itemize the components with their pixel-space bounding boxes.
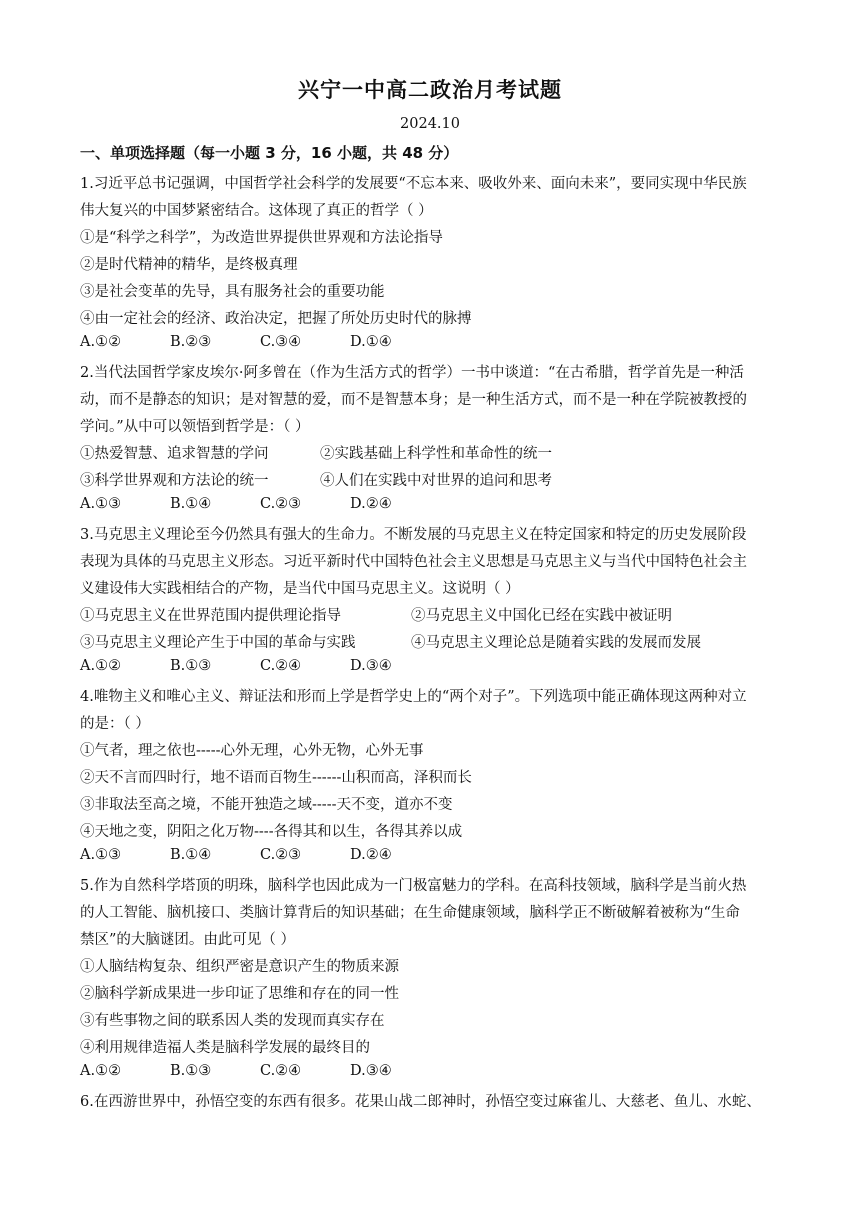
q2-option-d: D.②④ <box>350 496 392 512</box>
q4-option-a: A.①③ <box>80 847 122 863</box>
question-6-stem: 6.在西游世界中，孙悟空变的东西有很多。花果山战二郎神时，孙悟空变过麻雀儿、大慈老、鱼儿、水蛇、 <box>80 1094 761 1110</box>
q2-option-b: B.①④ <box>170 496 212 512</box>
q2-statement-3: ③科学世界观和方法论的统一 <box>80 473 269 489</box>
q5-option-d: D.③④ <box>350 1063 392 1079</box>
question-3-stem-cont: 表现为具体的马克思主义形态。习近平新时代中国特色社会主义思想是马克思主义与当代中国特色社会主 <box>80 554 747 570</box>
page-title: 兴宁一中高二政治月考试题 <box>298 78 562 102</box>
q3-option-c: C.②④ <box>260 658 302 674</box>
q4-option-b: B.①④ <box>170 847 212 863</box>
question-3-stem: 3.马克思主义理论至今仍然具有强大的生命力。不断发展的马克思主义在特定国家和特定的历史发展阶段 <box>80 527 747 543</box>
q1-statement-3: ③是社会变革的先导，具有服务社会的重要功能 <box>80 284 385 300</box>
q1-option-b: B.②③ <box>170 334 212 350</box>
question-3-stem-cont-2: 义建设伟大实践相结合的产物，是当代中国马克思主义。这说明（ ） <box>80 581 520 597</box>
q5-statement-4: ④利用规律造福人类是脑科学发展的最终目的 <box>80 1040 370 1056</box>
q1-option-a: A.①② <box>80 334 122 350</box>
q3-option-b: B.①③ <box>170 658 212 674</box>
q2-statement-1: ①热爱智慧、追求智慧的学问 <box>80 446 269 462</box>
question-4-stem-cont: 的是：（ ） <box>80 716 150 732</box>
q2-option-c: C.②③ <box>260 496 302 512</box>
q3-statement-4: ④马克思主义理论总是随着实践的发展而发展 <box>411 635 701 651</box>
q1-statement-1: ①是“科学之科学”，为改造世界提供世界观和方法论指导 <box>80 230 443 246</box>
question-2-stem-cont: 动，而不是静态的知识；是对智慧的爱，而不是智慧本身；是一种生活方式，而不是一种在学院被教授的 <box>80 392 747 408</box>
question-2-stem-cont-2: 学问。”从中可以领悟到哲学是：（ ） <box>80 419 310 435</box>
q2-statement-4: ④人们在实践中对世界的追问和思考 <box>320 473 552 489</box>
q3-statement-1: ①马克思主义在世界范围内提供理论指导 <box>80 608 341 624</box>
q4-statement-4: ④天地之变，阴阳之化万物----各得其和以生，各得其养以成 <box>80 824 463 840</box>
q3-option-a: A.①② <box>80 658 122 674</box>
q5-option-a: A.①② <box>80 1063 122 1079</box>
q5-option-b: B.①③ <box>170 1063 212 1079</box>
q4-option-c: C.②③ <box>260 847 302 863</box>
q5-statement-3: ③有些事物之间的联系因人类的发现而真实存在 <box>80 1013 385 1029</box>
q4-statement-3: ③非取法至高之境，不能开独造之域-----天不变，道亦不变 <box>80 797 453 813</box>
q3-option-d: D.③④ <box>350 658 392 674</box>
question-1-stem-cont: 伟大复兴的中国梦紧密结合。这体现了真正的哲学（ ） <box>80 203 433 219</box>
q3-statement-3: ③马克思主义理论产生于中国的革命与实践 <box>80 635 356 651</box>
q5-statement-1: ①人脑结构复杂、组织严密是意识产生的物质来源 <box>80 959 399 975</box>
question-4-stem: 4.唯物主义和唯心主义、辩证法和形而上学是哲学史上的“两个对子”。下列选项中能正确体现这两种对立 <box>80 689 747 705</box>
question-2-stem: 2.当代法国哲学家皮埃尔·阿多曾在（作为生活方式的哲学）一书中谈道：“在古希腊，哲学首先是一种活 <box>80 365 744 381</box>
q2-option-a: A.①③ <box>80 496 122 512</box>
q1-statement-2: ②是时代精神的精华，是终极真理 <box>80 257 298 273</box>
q4-statement-2: ②天不言而四时行，地不语而百物生------山积而高，泽积而长 <box>80 770 472 786</box>
q2-statement-2: ②实践基础上科学性和革命性的统一 <box>320 446 552 462</box>
q4-option-d: D.②④ <box>350 847 392 863</box>
question-1-stem: 1.习近平总书记强调，中国哲学社会科学的发展要“不忘本来、吸收外来、面向未来”，要同实现中华民族 <box>80 176 747 192</box>
question-5-stem-cont-2: 禁区”的大脑谜团。由此可见（ ） <box>80 932 296 948</box>
q5-option-c: C.②④ <box>260 1063 302 1079</box>
question-5-stem: 5.作为自然科学塔顶的明珠，脑科学也因此成为一门极富魅力的学科。在高科技领域，脑科学是当前火热 <box>80 878 747 894</box>
q1-option-c: C.③④ <box>260 334 302 350</box>
q3-statement-2: ②马克思主义中国化已经在实践中被证明 <box>411 608 672 624</box>
q1-option-d: D.①④ <box>350 334 392 350</box>
section-heading: 一、单项选择题（每一小题 3 分，16 小题，共 48 分） <box>80 144 459 162</box>
q1-statement-4: ④由一定社会的经济、政治决定，把握了所处历史时代的脉搏 <box>80 311 472 327</box>
question-5-stem-cont: 的人工智能、脑机接口、类脑计算背后的知识基础；在生命健康领域，脑科学正不断破解着被称为“生命 <box>80 905 740 921</box>
q5-statement-2: ②脑科学新成果进一步印证了思维和存在的同一性 <box>80 986 399 1002</box>
q4-statement-1: ①气者，理之依也-----心外无理，心外无物，心外无事 <box>80 743 424 759</box>
exam-date: 2024.10 <box>400 116 460 132</box>
